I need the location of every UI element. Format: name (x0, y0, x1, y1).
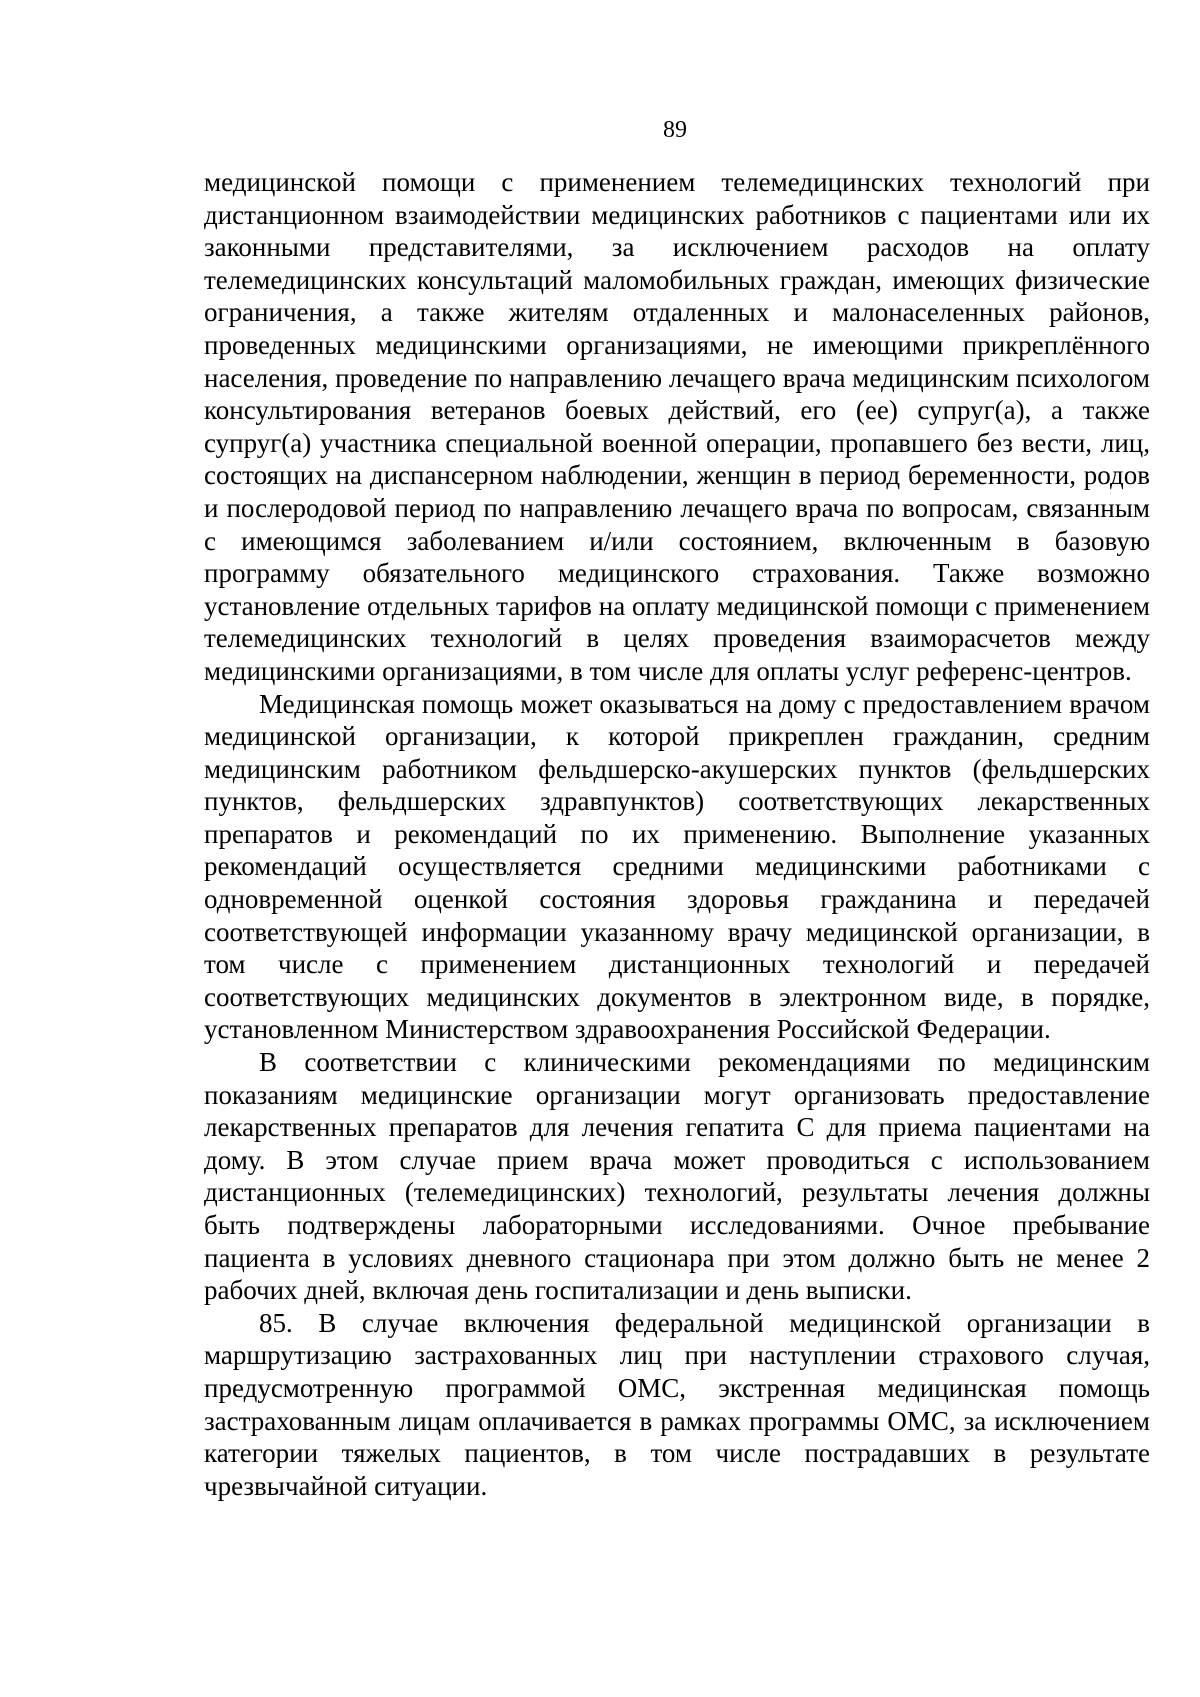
paragraph-item-85: 85. В случае включения федеральной медицинской организации в маршрутизацию застрахованных лиц при наступлении страхового случая, предусмотренную программой ОМС, экстренная медицинская помощь застрахованным лицам оплачивается в рамках программы ОМС, за исключением категории тяжелых пациентов, в том числе пострадавших в результате чрезвычайной ситуации. (204, 1307, 1150, 1501)
paragraph-home-care: Медицинская помощь может оказываться на дому с предоставлением врачом медицинской организации, к которой прикреплен гражданин, средним медицинским работником фельдшерско-акушерских пунктов (фельдшерских пунктов, фельдшерских здравпунктов) соответствующих лекарственных препаратов и рекомендаций по их применению. Выполнение указанных рекомендаций осуществляется средними медицинскими работниками с одновременной оценкой состояния здоровья гражданина и передачей соответствующей информации указанному врачу медицинской организации, в том числе с применением дистанционных технологий и передачей соответствующих медицинских документов в электронном виде, в порядке, установленном Министерством здравоохранения Российской Федерации. (204, 688, 1150, 1045)
paragraph-continuation: медицинской помощи с применением телемедицинских технологий при дистанционном взаимодействии медицинских работников с пациентами или их законными представителями, за исключением расходов на оплату телемедицинских консультаций маломобильных граждан, имеющих физические ограничения, а также жителям отдаленных и малонаселенных районов, проведенных медицинскими организациями, не имеющими прикреплённого населения, проведение по направлению лечащего врача медицинским психологом консультирования ветеранов боевых действий, его (ее) супруг(а), а также супруг(а) участника специальной военной операции, пропавшего без вести, лиц, состоящих на диспансерном наблюдении, женщин в период беременности, родов и послеродовой период по направлению лечащего врача по вопросам, связанным с имеющимся заболеванием и/или состоянием, включенным в базовую программу обязательного медицинского страхования. Также возможно установление отдельных тарифов на оплату медицинской помощи с применением телемедицинских технологий в целях проведения взаиморасчетов между медицинскими организациями, в том числе для оплаты услуг референс-центров. (204, 167, 1150, 686)
body-text (204, 166, 1150, 1502)
paragraph-hepatitis-c: В соответствии с клиническими рекомендациями по медицинским показаниям медицинские организации могут организовать предоставление лекарственных препаратов для лечения гепатита С для приема пациентами на дому. В этом случае прием врача может проводиться с использованием дистанционных (телемедицинских) технологий, результаты лечения должны быть подтверждены лабораторными исследованиями. Очное пребывание пациента в условиях дневного стационара при этом должно быть не менее 2 рабочих дней, включая день госпитализации и день выписки. (204, 1047, 1150, 1306)
page-number: 89 (663, 117, 687, 143)
